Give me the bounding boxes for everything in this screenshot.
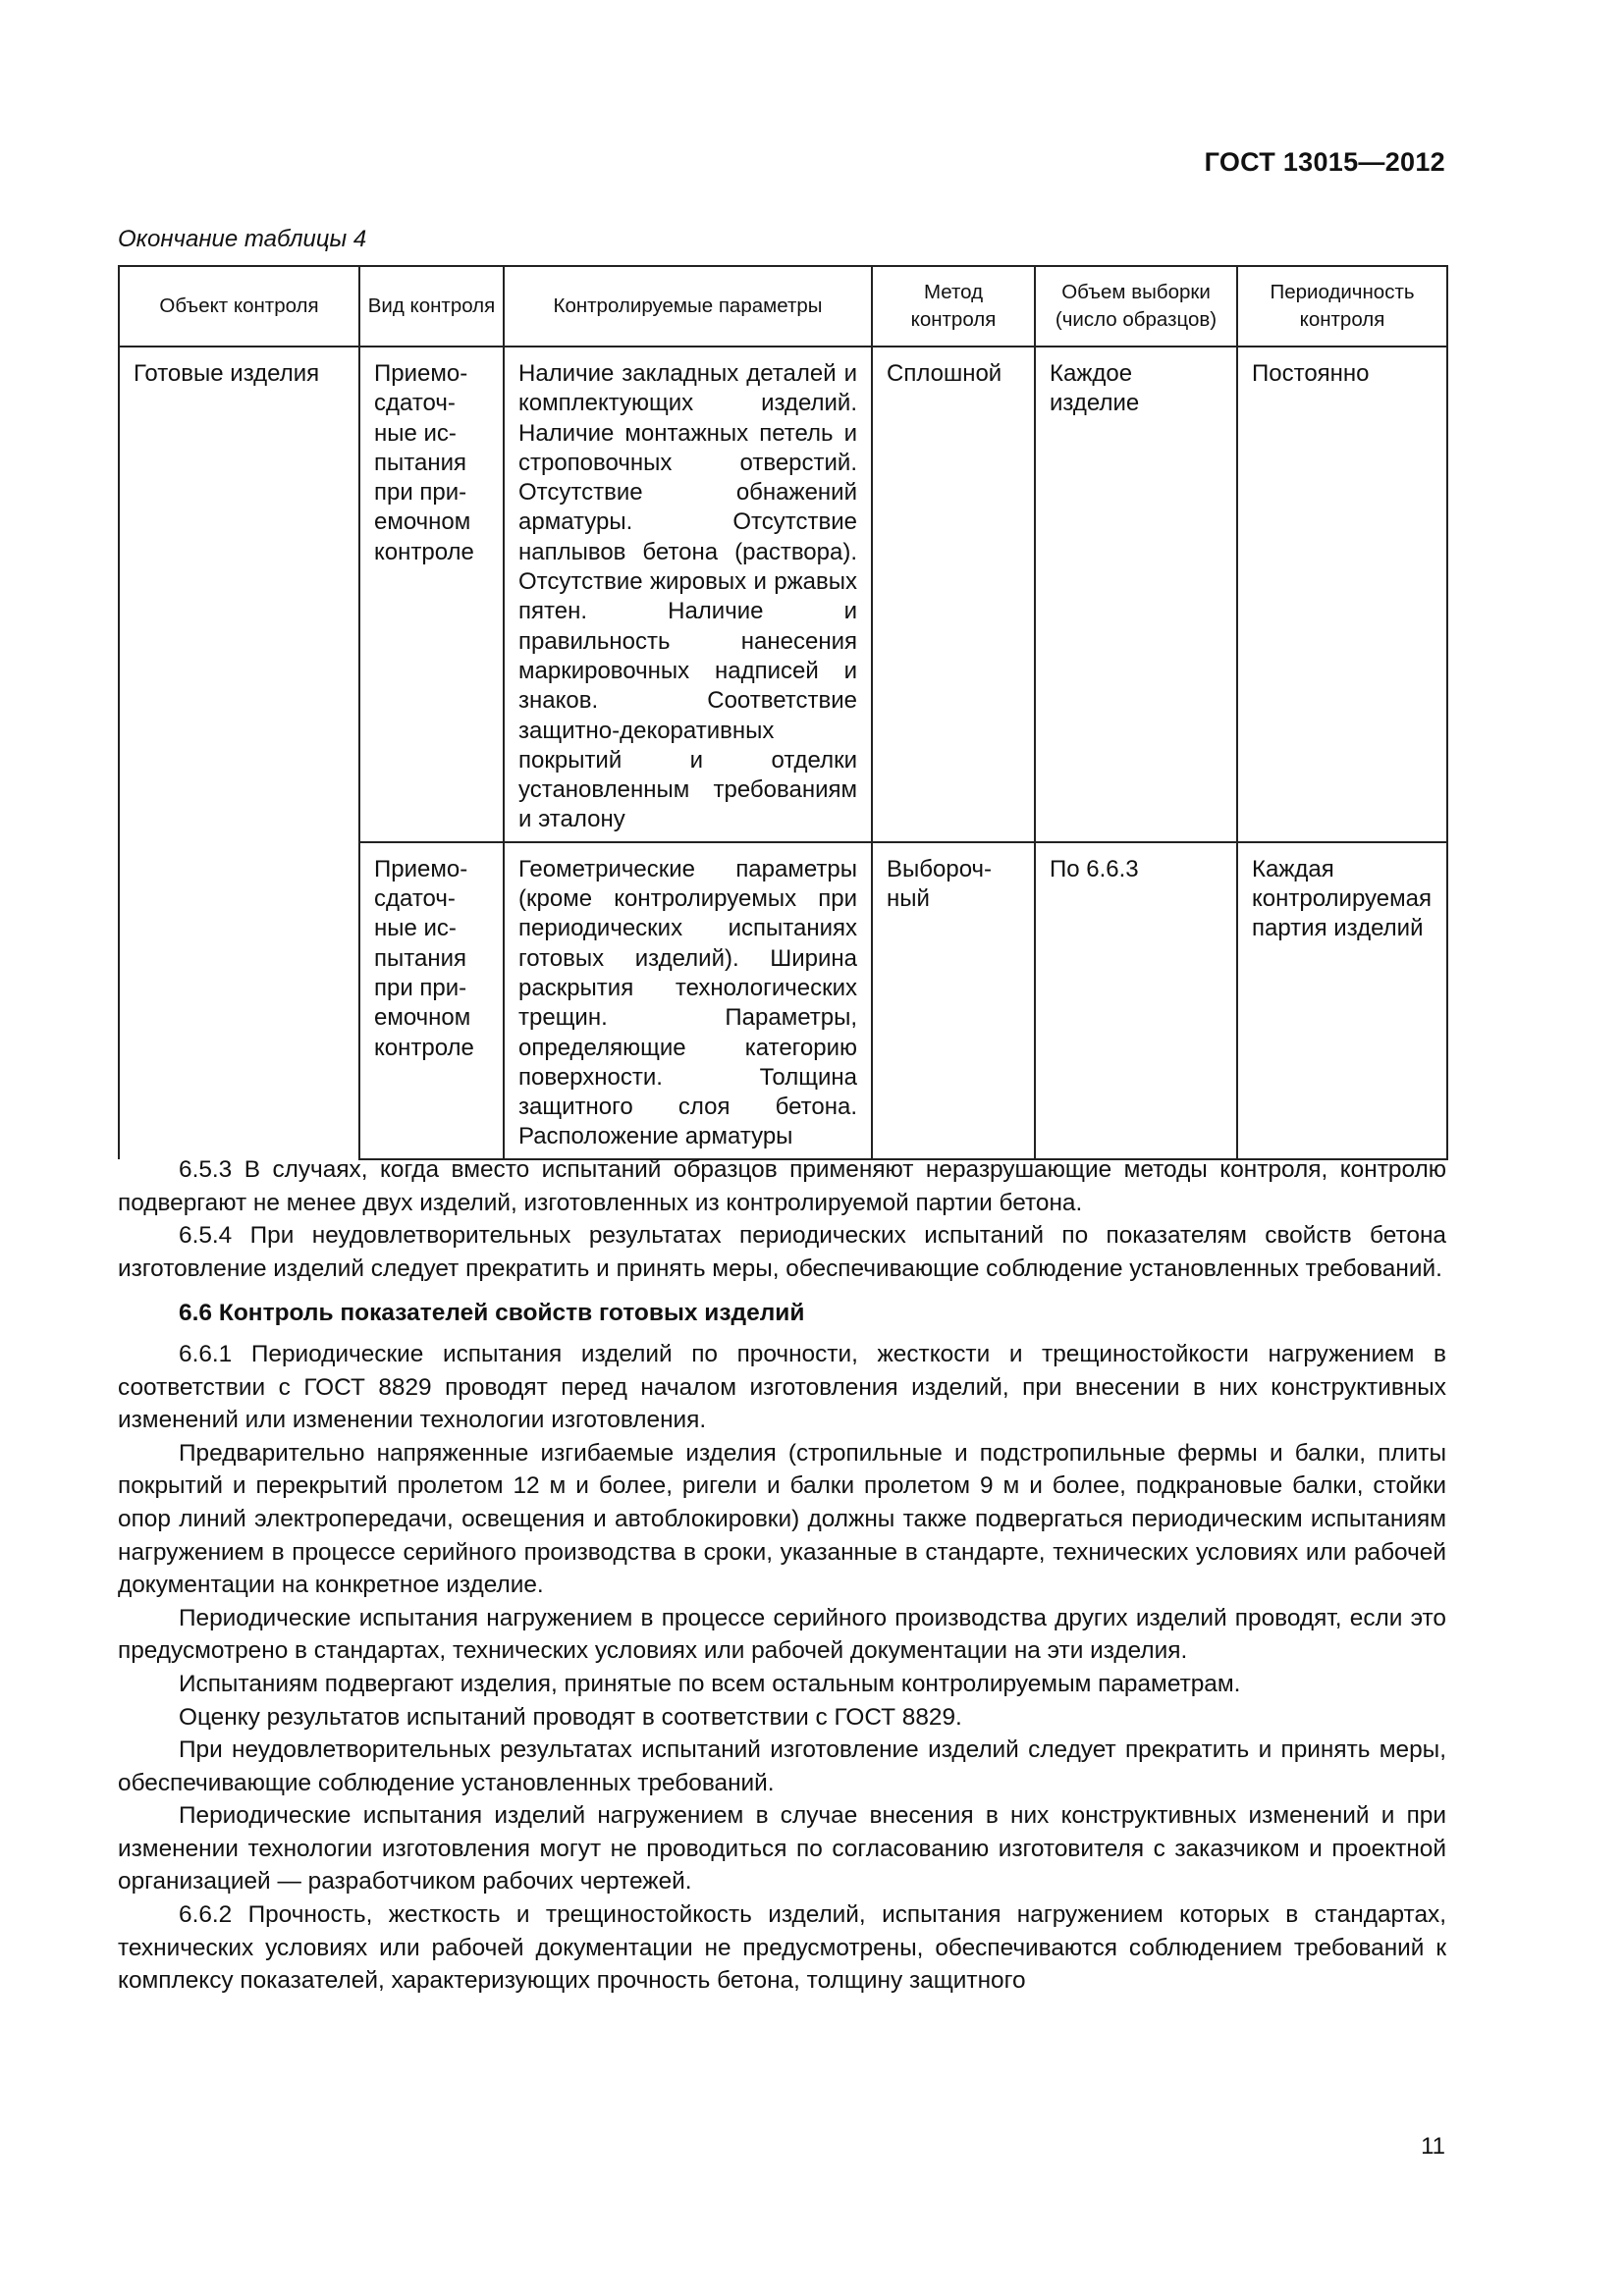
header-cell-sample: Объем выборки (число образцов) bbox=[1035, 266, 1237, 347]
cell-params: Наличие закладных деталей и комплектующих изделий. Наличие монтажных петель и строповочных отверстий. Отсутствие обнажений арматуры. Отсутствие наплывов бетона (раствора). Отсутствие жировых и ржавых пятен. Наличие и правильность нанесения маркировочных надписей и знаков. Соответствие защитно-декоративных покрытий и отделки установленным требованиям и эталону bbox=[504, 347, 872, 842]
table-row bbox=[119, 842, 1447, 1159]
paragraph-6-5-3: 6.5.3 В случаях, когда вместо испытаний образцов применяют неразрушающие методы контроля, контролю подвергают не менее двух изделий, изготовленных из контролируемой партии бетона. bbox=[118, 1156, 1446, 1216]
cell-method: Сплошной bbox=[872, 347, 1035, 842]
header-cell-params: Контролируемые параметры bbox=[504, 266, 872, 347]
cell-params: Геометрические параметры (кроме контролируемых при периодических испытаниях готовых изделий). Ширина раскрытия технологических трещин. Параметры, определяющие категорию поверхности. Толщина защитного слоя бетона. Расположение арматуры bbox=[504, 842, 872, 1159]
paragraph-6-6-2: 6.6.2 Прочность, жесткость и трещиностойкость изделий, испытания нагружением которых в стандартах, технических условиях или рабочей документации не предусмотрены, обеспечиваются соблюдением требований к комплексу показателей, характеризующих прочность бетона, толщину защитного bbox=[118, 1901, 1446, 1995]
cell-type: Приемо-сдаточ-ные ис-пытания при при-емочном контроле bbox=[359, 347, 504, 842]
cell-sample: Каждое изделие bbox=[1035, 347, 1237, 842]
header-cell-type: Вид контроля bbox=[359, 266, 504, 347]
header-cell-method: Метод контроля bbox=[872, 266, 1035, 347]
paragraph-periodic-other: Периодические испытания нагружением в процессе серийного производства других изделий проводят, если это предусмотрено в стандартах, технических условиях или рабочей документации на эти изделия. bbox=[118, 1604, 1446, 1665]
document-code: ГОСТ 13015—2012 bbox=[1204, 147, 1445, 177]
header-cell-period: Периодичность контроля bbox=[1237, 266, 1447, 347]
page-number: 11 bbox=[1421, 2133, 1445, 2160]
cell-sample: По 6.6.3 bbox=[1035, 842, 1237, 1159]
table-caption: Окончание таблицы 4 bbox=[118, 226, 367, 252]
paragraph-6-6-1: 6.6.1 Периодические испытания изделий по прочности, жесткости и трещиностойкости нагружением в соответствии с ГОСТ 8829 проводят перед началом изготовления изделий, при внесении в них конструктивных изменений или изменении технологии изготовления. bbox=[118, 1340, 1446, 1434]
control-table bbox=[118, 265, 1448, 1160]
paragraph-accepted: Испытаниям подвергают изделия, принятые по всем остальным контролируемым параметрам. bbox=[179, 1670, 1241, 1697]
cell-object bbox=[119, 842, 359, 1159]
table-row bbox=[119, 347, 1447, 842]
paragraph-unsatisfactory: При неудовлетворительных результатах испытаний изготовление изделий следует прекратить и принять меры, обеспечивающие соблюдение установленных требований. bbox=[118, 1736, 1446, 1796]
cell-object: Готовые изделия bbox=[119, 347, 359, 842]
cell-type: Приемо-сдаточ-ные ис-пытания при при-емочном контроле bbox=[359, 842, 504, 1159]
cell-method: Выбороч-ный bbox=[872, 842, 1035, 1159]
section-heading-6-6: 6.6 Контроль показателей свойств готовых изделий bbox=[179, 1300, 805, 1327]
header-cell-object: Объект контроля bbox=[119, 266, 359, 347]
cell-period: Постоянно bbox=[1237, 347, 1447, 842]
table-header-row bbox=[119, 266, 1447, 347]
body-text bbox=[118, 1153, 1446, 1998]
paragraph-prestressed: Предварительно напряженные изгибаемые изделия (стропильные и подстропильные фермы и балки, плиты покрытий и перекрытий пролетом 12 м и более, ригели и балки пролетом 9 м и более, подкрановые балки, стойки опор линий электропередачи, освещения и автоблокировки) должны также подвергаться периодическим испытаниям нагружением в процессе серийного производства в сроки, указанные в стандарте, технических условиях или рабочей документации на конкретное изделие. bbox=[118, 1439, 1446, 1599]
cell-period: Каждая контролируемая партия изделий bbox=[1237, 842, 1447, 1159]
paragraph-evaluation: Оценку результатов испытаний проводят в соответствии с ГОСТ 8829. bbox=[179, 1703, 962, 1731]
paragraph-design-changes: Периодические испытания изделий нагружением в случае внесения в них конструктивных изменений и при изменении технологии изготовления могут не проводиться по согласованию изготовителя с заказчиком и проектной организацией — разработчиком рабочих чертежей. bbox=[118, 1802, 1446, 1896]
paragraph-6-5-4: 6.5.4 При неудовлетворительных результатах периодических испытаний по показателям свойств бетона изготовление изделий следует прекратить и принять меры, обеспечивающие соблюдение установленных требований. bbox=[118, 1222, 1446, 1282]
